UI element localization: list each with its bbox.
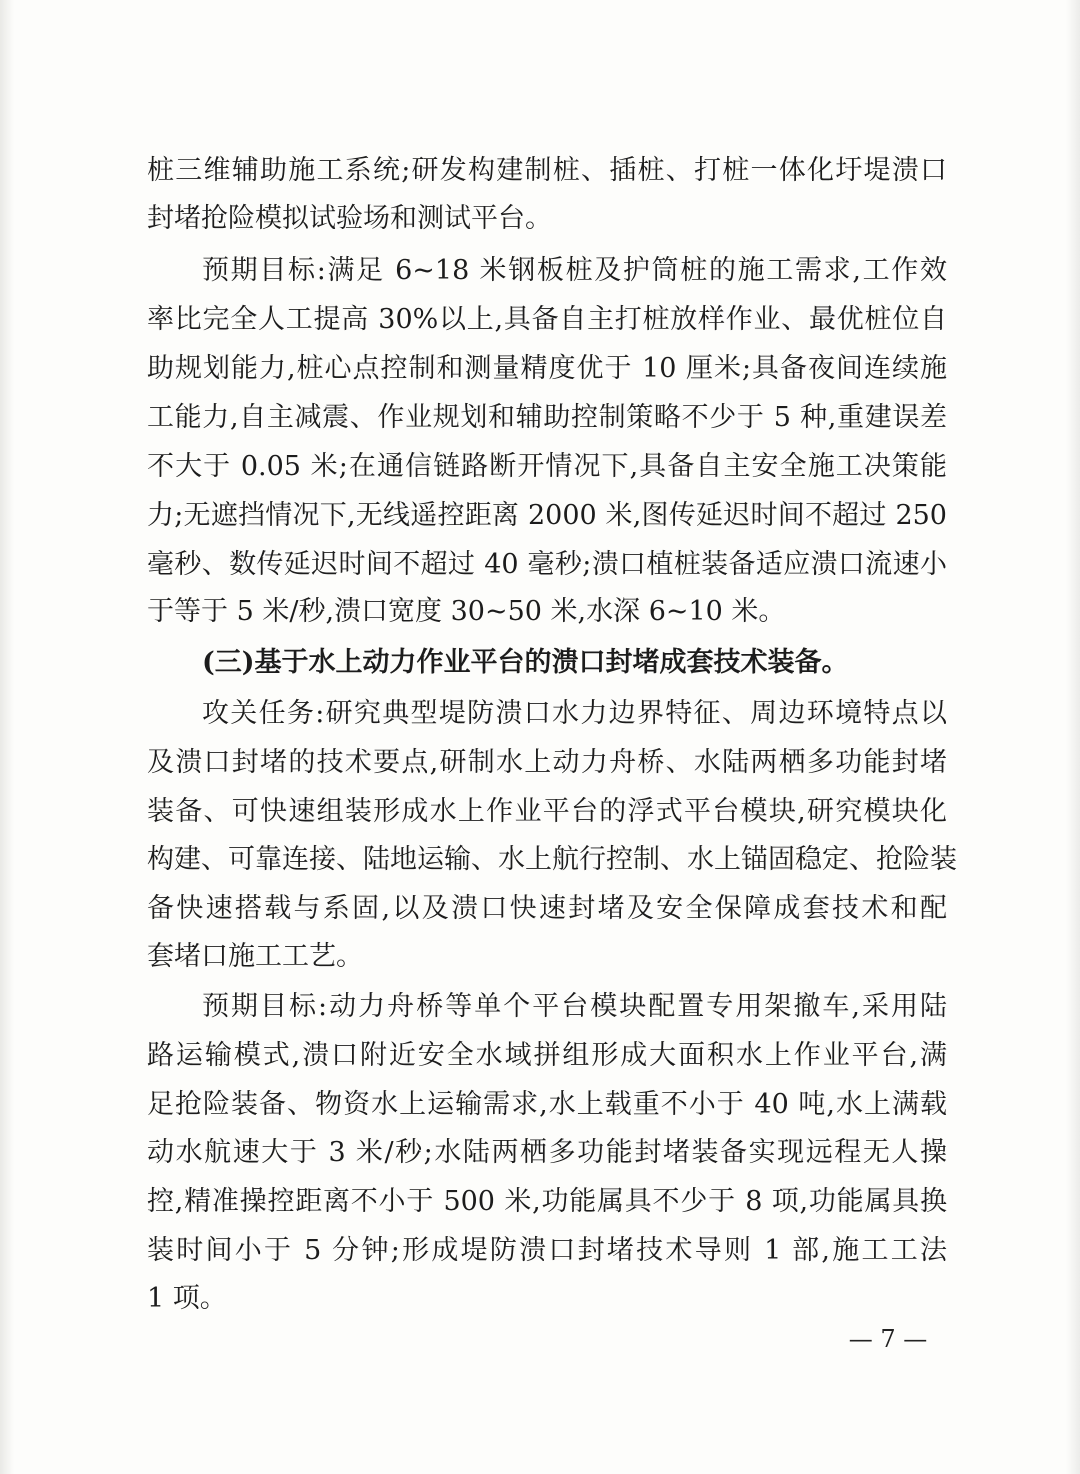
body-line: 力;无遮挡情况下,无线遥控距离 2000 米,图传延迟时间不超过 250 xyxy=(147,500,947,531)
paragraph-first-line: 预期目标:动力舟桥等单个平台模块配置专用架撤车,采用陆 xyxy=(202,991,947,1022)
body-line: 封堵抢险模拟试验场和测试平台。 xyxy=(147,203,552,234)
body-line: 套堵口施工工艺。 xyxy=(147,941,363,972)
body-line: 率比完全人工提高 30%以上,具备自主打桩放样作业、最优桩位自 xyxy=(147,304,947,335)
body-line: 装时间小于 5 分钟;形成堤防溃口封堵技术导则 1 部,施工工法 xyxy=(147,1235,947,1266)
body-line: 1 项。 xyxy=(147,1283,227,1314)
body-line: 装备、可快速组装形成水上作业平台的浮式平台模块,研究模块化 xyxy=(147,796,947,827)
body-line: 路运输模式,溃口附近安全水域拼组形成大面积水上作业平台,满 xyxy=(147,1040,947,1071)
page-edge-shadow-right xyxy=(1066,0,1080,1474)
body-line: 动水航速大于 3 米/秒;水陆两栖多功能封堵装备实现远程无人操 xyxy=(147,1137,947,1168)
body-line: 备快速搭载与系固,以及溃口快速封堵及安全保障成套技术和配 xyxy=(147,893,947,924)
paragraph-first-line: 攻关任务:研究典型堤防溃口水力边界特征、周边环境特点以 xyxy=(202,698,947,729)
paragraph-first-line: 预期目标:满足 6~18 米钢板桩及护筒桩的施工需求,工作效 xyxy=(202,255,947,286)
body-line: 不大于 0.05 米;在通信链路断开情况下,具备自主安全施工决策能 xyxy=(147,451,947,482)
body-line: 足抢险装备、物资水上运输需求,水上载重不小于 40 吨,水上满载 xyxy=(147,1089,947,1120)
body-line: 助规划能力,桩心点控制和测量精度优于 10 厘米;具备夜间连续施 xyxy=(147,353,947,384)
section-heading: (三)基于水上动力作业平台的溃口封堵成套技术装备。 xyxy=(202,647,849,678)
body-line: 于等于 5 米/秒,溃口宽度 30~50 米,水深 6~10 米。 xyxy=(147,596,786,627)
page-number: — 7 — xyxy=(848,1325,928,1353)
body-line: 工能力,自主减震、作业规划和辅助控制策略不少于 5 种,重建误差 xyxy=(147,402,947,433)
body-line: 毫秒、数传延迟时间不超过 40 毫秒;溃口植桩装备适应溃口流速小 xyxy=(147,549,947,580)
body-line: 控,精准操控距离不小于 500 米,功能属具不少于 8 项,功能属具换 xyxy=(147,1186,947,1217)
body-line: 桩三维辅助施工系统;研发构建制桩、插桩、打桩一体化圩堤溃口 xyxy=(147,155,947,186)
page-edge-shadow-left xyxy=(0,0,14,1474)
body-line: 及溃口封堵的技术要点,研制水上动力舟桥、水陆两栖多功能封堵 xyxy=(147,747,947,778)
body-line: 构建、可靠连接、陆地运输、水上航行控制、水上锚固稳定、抢险装 xyxy=(147,844,957,875)
